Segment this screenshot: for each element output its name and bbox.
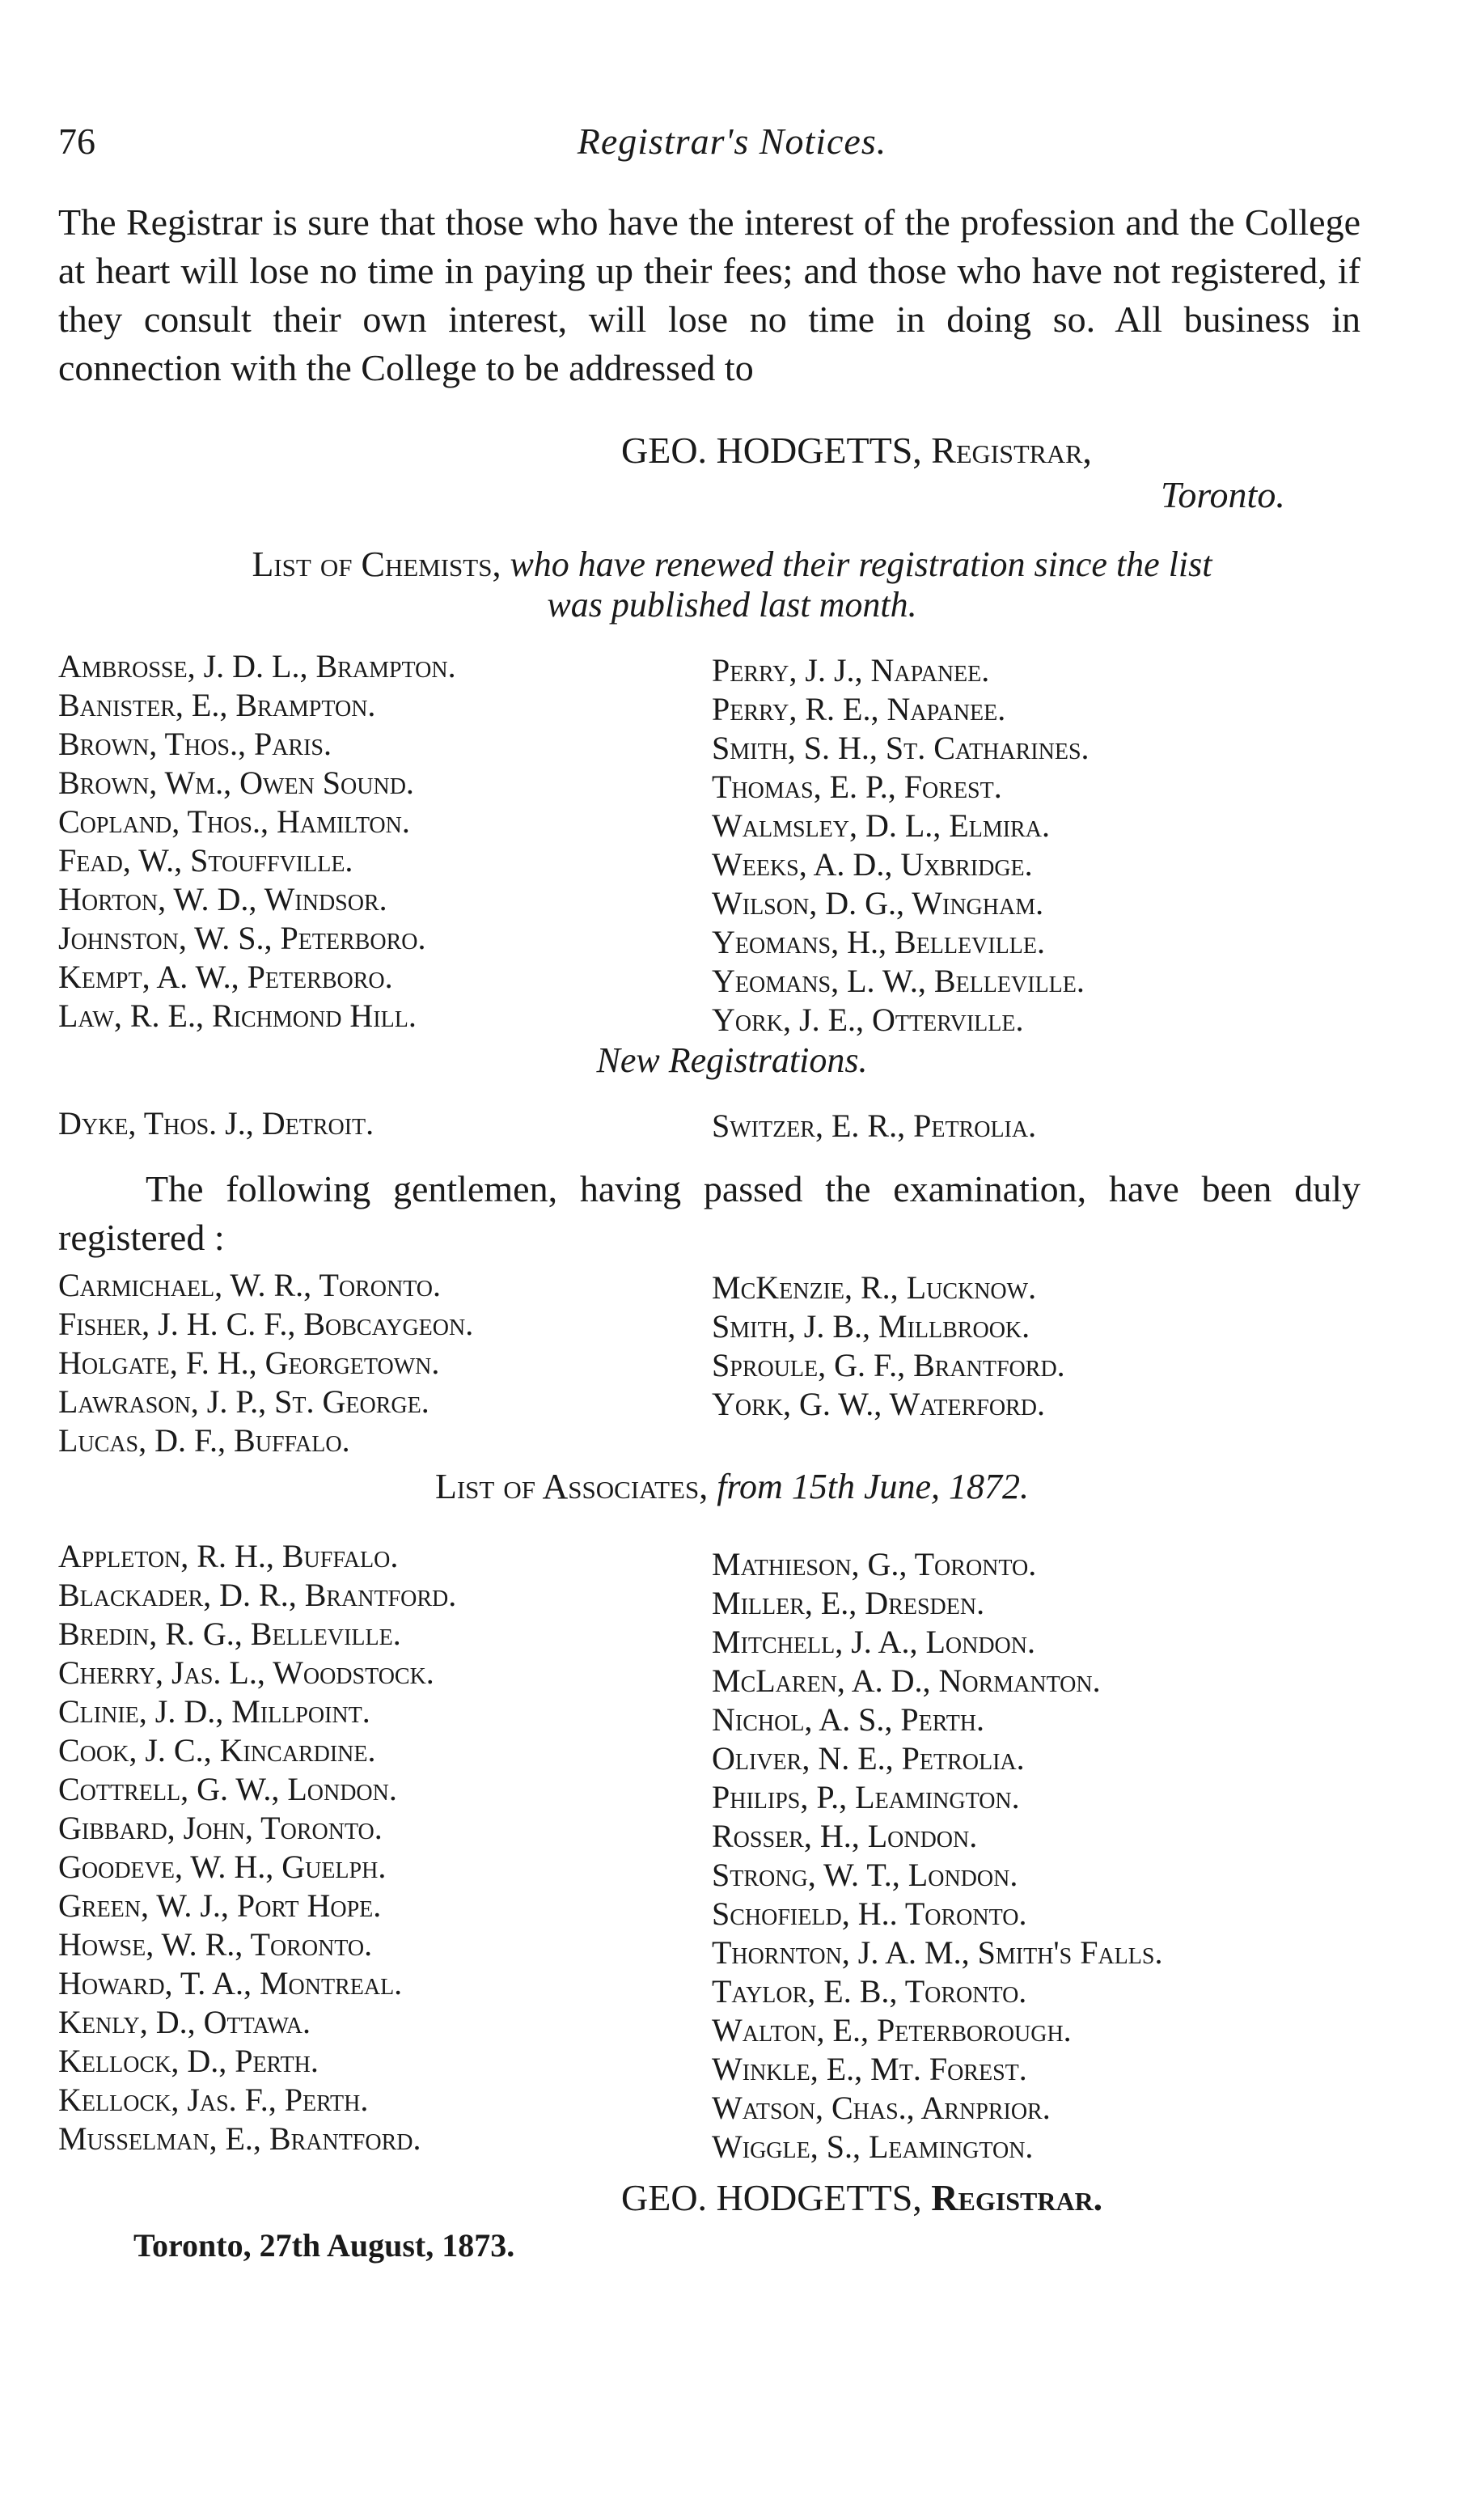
list-item: Kempt, A. W., Peterboro. [58,959,393,995]
signature-top-title: Registrar, [931,430,1092,471]
intro-text: The Registrar is sure that those who have the interest of the profession and the College at heart will lose no time in paying up their fees; and those who have not registered, if they consult their own interest, will lose no time in doing so. All business in connection with the College to be addressed to [58,201,1360,388]
list-item: Lucas, D. F., Buffalo. [58,1422,350,1459]
list-item: Switzer, E. R., Petrolia. [712,1108,1037,1144]
list-item: Smith, S. H., St. Catharines. [712,730,1090,766]
list-item: Nichol, A. S., Perth. [712,1701,985,1738]
list-item: Perry, R. E., Napanee. [712,691,1006,727]
renewed-heading [0,544,1464,585]
signature-bottom [621,2176,1102,2219]
renewed-list-left [58,647,456,1036]
list-item: Holgate, F. H., Georgetown. [58,1345,440,1381]
list-item: Perry, J. J., Napanee. [712,652,990,688]
running-title: Registrar's Notices. [577,121,887,162]
intro-paragraph [58,198,1360,392]
list-item: Bredin, R. G., Belleville. [58,1616,401,1652]
list-item: Goodeve, W. H., Guelph. [58,1849,387,1885]
list-item: Weeks, A. D., Uxbridge. [712,846,1033,883]
list-item: Banister, E., Brampton. [58,687,376,723]
page-number: 76 [58,121,95,162]
list-item: Oliver, N. E., Petrolia. [712,1740,1025,1777]
renewed-heading-italic-2: was published last month. [547,585,917,625]
list-item: Wilson, D. G., Wingham. [712,885,1044,921]
renewed-list-right [712,651,1090,1040]
associates-heading-italic: from 15th June, 1872. [717,1467,1030,1506]
list-item: Law, R. E., Richmond Hill. [58,997,417,1034]
list-item: Smith, J. B., Millbrook. [712,1308,1030,1345]
list-item: Johnston, W. S., Peterboro. [58,920,426,956]
signature-bottom-name: GEO. HODGETTS, [621,2177,922,2218]
list-item: Copland, Thos., Hamilton. [58,803,410,840]
list-item: Kellock, Jas. F., Perth. [58,2082,369,2118]
list-item: Thomas, E. P., Forest. [712,769,1002,805]
list-item: Fead, W., Stouffville. [58,842,353,879]
list-item: Blackader, D. R., Brantford. [58,1577,457,1613]
list-item: Taylor, E. B., Toronto. [712,1973,1027,2010]
associates-list-right [712,1545,1162,2166]
list-item: Dyke, Thos. J., Detroit. [58,1105,374,1141]
list-item: Appleton, R. H., Buffalo. [58,1538,399,1574]
list-item: Mathieson, G., Toronto. [712,1546,1037,1582]
associates-list-left [58,1537,456,2158]
renewed-heading-caps: List of Chemists, [252,544,501,584]
list-item: Ambrosse, J. D. L., Brampton. [58,648,456,684]
list-item: Carmichael, W. R., Toronto. [58,1267,442,1303]
list-item: Wiggle, S., Leamington. [712,2128,1034,2165]
list-item: York, J. E., Otterville. [712,1002,1024,1038]
list-item: Walmsley, D. L., Elmira. [712,807,1050,844]
list-item: Kellock, D., Perth. [58,2043,319,2079]
list-item: Cook, J. C., Kincardine. [58,1732,376,1768]
new-registrations-right [712,1107,1036,1146]
list-item: Horton, W. D., Windsor. [58,881,387,917]
list-item: Fisher, J. H. C. F., Bobcaygeon. [58,1306,474,1342]
list-item: Mitchell, J. A., London. [712,1624,1035,1660]
examination-list-left [58,1266,473,1460]
list-item: Winkle, E., Mt. Forest. [712,2051,1027,2087]
list-item: Miller, E., Dresden. [712,1585,985,1621]
list-item: Kenly, D., Ottawa. [58,2004,311,2040]
signature-top-name: GEO. HODGETTS, [621,430,922,471]
list-item: Yeomans, L. W., Belleville. [712,963,1085,999]
signature-bottom-title: Registrar. [931,2177,1103,2218]
new-registrations-left [58,1104,374,1143]
examination-list-right [712,1268,1065,1424]
list-item: Sproule, G. F., Brantford. [712,1347,1065,1383]
list-item: Thornton, J. A. M., Smith's Falls. [712,1934,1163,1971]
list-item: Brown, Wm., Owen Sound. [58,764,414,801]
signature-top [621,429,1092,472]
signature-top-place: Toronto. [1161,474,1285,515]
list-item: Brown, Thos., Paris. [58,726,332,762]
examination-paragraph [58,1165,1360,1262]
associates-heading [0,1466,1464,1507]
list-item: Yeomans, H., Belleville. [712,924,1045,960]
list-item: Strong, W. T., London. [712,1857,1018,1893]
examination-text: The following gentlemen, having passed the examination, have been duly registered : [58,1168,1360,1258]
list-item: Lawrason, J. P., St. George. [58,1383,429,1420]
list-item: McKenzie, R., Lucknow. [712,1269,1037,1306]
list-item: Rosser, H., London. [712,1818,978,1854]
list-item: Philips, P., Leamington. [712,1779,1020,1815]
list-item: Watson, Chas., Arnprior. [712,2090,1051,2126]
list-item: York, G. W., Waterford. [712,1386,1045,1422]
dateline: Toronto, 27th August, 1873. [133,2227,515,2264]
associates-heading-caps: List of Associates, [434,1467,709,1506]
list-item: Schofield, H.. Toronto. [712,1895,1027,1932]
list-item: Green, W. J., Port Hope. [58,1887,382,1924]
list-item: Howard, T. A., Montreal. [58,1965,403,2001]
list-item: Cottrell, G. W., London. [58,1771,397,1807]
list-item: Musselman, E., Brantford. [58,2120,421,2157]
new-registrations-heading: New Registrations. [596,1040,868,1080]
list-item: Walton, E., Peterborough. [712,2012,1072,2048]
list-item: McLaren, A. D., Normanton. [712,1662,1101,1699]
list-item: Howse, W. R., Toronto. [58,1926,373,1963]
list-item: Cherry, Jas. L., Woodstock. [58,1654,434,1691]
renewed-heading-italic-1: who have renewed their registration since the list [510,544,1212,584]
list-item: Gibbard, John, Toronto. [58,1810,383,1846]
list-item: Clinie, J. D., Millpoint. [58,1693,370,1730]
